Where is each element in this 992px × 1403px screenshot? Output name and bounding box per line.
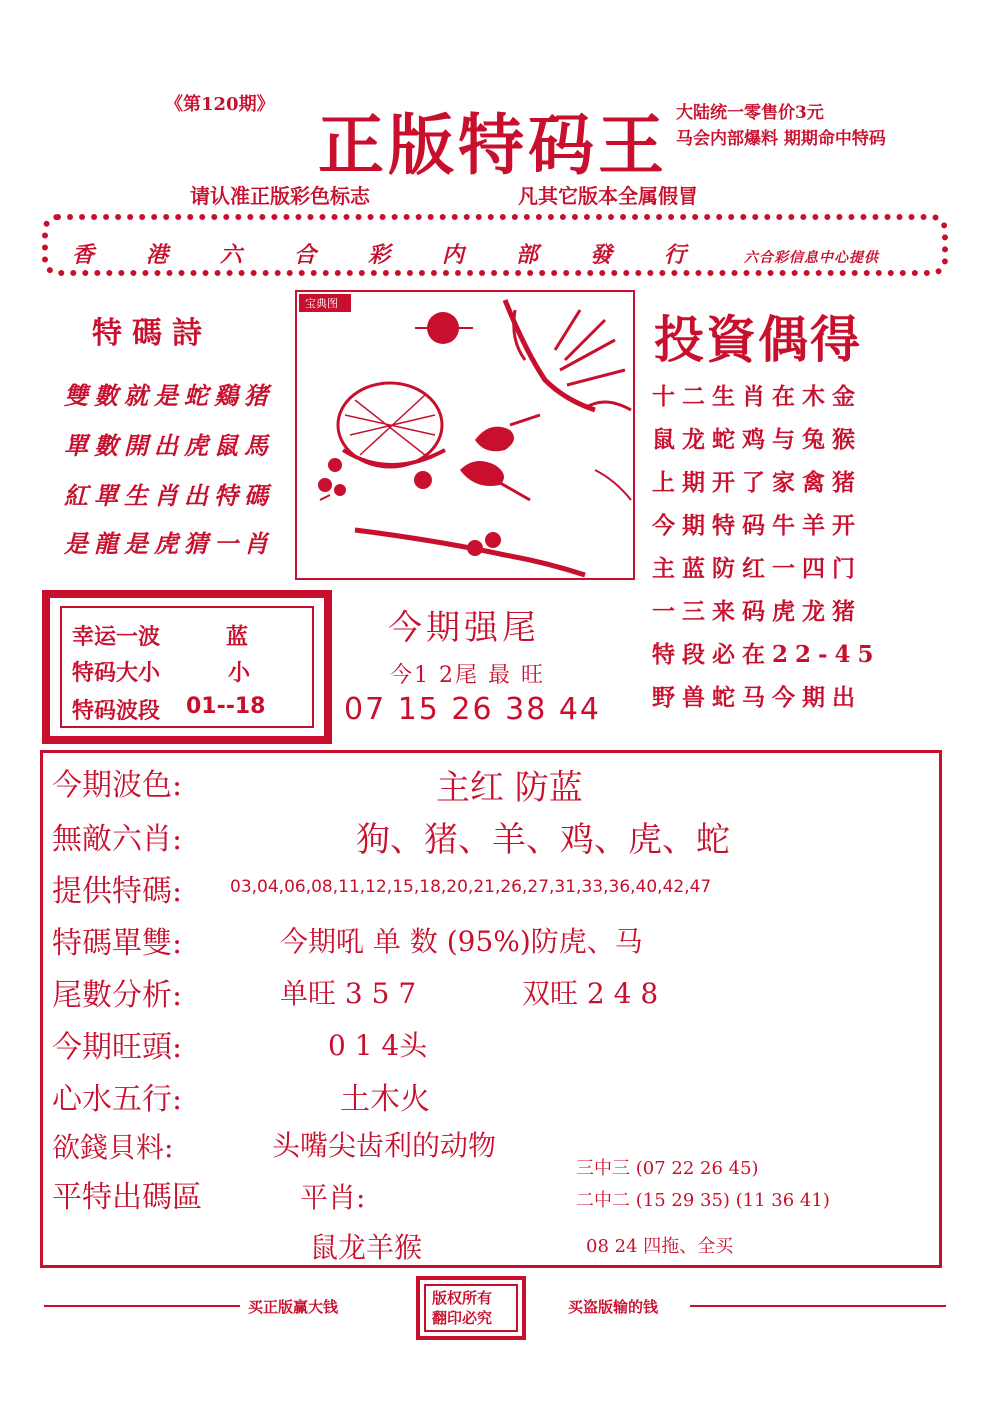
footer-right-slogan: 买盗版输的钱 — [568, 1298, 659, 1316]
five-elements-label: 心水五行: — [52, 1082, 183, 1117]
invest-line: 特段必在22-45 — [652, 641, 881, 668]
invest-line: 鼠龙蛇鸡与兔猴 — [652, 426, 862, 453]
price-line-1: 大陆统一零售价3元 — [676, 103, 824, 123]
tail-double-value: 双旺 2 4 8 — [522, 977, 659, 1010]
strong-tail-subtitle: 今1 2尾 最 旺 — [390, 663, 545, 688]
price-info — [676, 100, 886, 152]
special-size-label: 特码大小 — [72, 660, 161, 686]
special-band-value: 01--18 — [186, 694, 266, 719]
combo-two: 二中二 (15 29 35) (11 36 41) — [576, 1190, 830, 1211]
six-zodiac-value: 狗、猪、羊、鸡、虎、蛇 — [356, 820, 730, 860]
authentic-notice: 请认准正版彩色标志 — [190, 184, 370, 208]
wave-color-label: 今期波色: — [52, 768, 183, 803]
combo-drag: 08 24 四拖、全买 — [586, 1236, 734, 1257]
money-clue-label: 欲錢貝料: — [52, 1131, 174, 1164]
poem-line: 是龍是虎猜一肖 — [64, 529, 274, 558]
fake-notice: 凡其它版本全属假冒 — [518, 184, 698, 208]
strong-tail-numbers: 07 15 26 38 44 — [344, 692, 602, 727]
special-numbers-value: 03,04,06,08,11,12,15,18,20,21,26,27,31,33,36,40,42,47 — [230, 877, 712, 897]
poem-title: 特碼詩 — [92, 316, 212, 351]
special-band-label: 特码波段 — [72, 698, 161, 724]
odd-even-label: 特碼單雙: — [52, 926, 183, 961]
flat-zodiac-value: 鼠龙羊猴 — [310, 1231, 423, 1264]
head-value: 0 1 4头 — [328, 1029, 428, 1062]
bird-icon — [475, 427, 514, 452]
special-numbers-label: 提供特碼: — [52, 874, 183, 909]
wave-color-value: 主红 防蓝 — [436, 768, 583, 808]
invest-title: 投資偶得 — [654, 310, 862, 369]
poem-line: 單數開出虎鼠馬 — [64, 431, 274, 460]
page-title: 正版特码王 — [318, 106, 668, 184]
issue-number: 《第120期》 — [165, 94, 275, 115]
poem-line: 雙數就是蛇鷄猪 — [64, 381, 274, 410]
invest-line: 十二生肖在木金 — [652, 383, 862, 410]
copyright-line-2: 翻印必究 — [432, 1309, 493, 1327]
banner-sub-text: 六合彩信息中心提供 — [744, 250, 879, 266]
invest-line: 一三来码虎龙猪 — [652, 598, 862, 625]
poem-line: 紅單生肖出特碼 — [64, 481, 274, 510]
footer-left-slogan: 买正版赢大钱 — [248, 1298, 339, 1316]
banner-main-text: 香港六合彩内部發行 — [72, 242, 739, 268]
special-size-value: 小 — [228, 660, 251, 686]
tail-analysis-label: 尾數分析: — [52, 978, 183, 1013]
invest-line: 野兽蛇马今期出 — [652, 684, 862, 711]
six-zodiac-label: 無敵六肖: — [52, 822, 183, 857]
footer-rule-left — [44, 1305, 240, 1307]
tail-single-value: 单旺 3 5 7 — [280, 977, 417, 1010]
invest-line: 今期特码牛羊开 — [652, 512, 862, 539]
footer-rule-right — [690, 1305, 946, 1307]
five-elements-value: 土木火 — [340, 1082, 430, 1117]
seal-text: 宝典图 — [305, 297, 338, 310]
lucky-wave-label: 幸运一波 — [72, 624, 161, 650]
lucky-wave-value: 蓝 — [226, 624, 249, 650]
invest-line: 主蓝防红一四门 — [652, 555, 862, 582]
odd-even-value: 今期吼 单 数 (95%)防虎、马 — [280, 925, 643, 958]
combo-three: 三中三 (07 22 26 45) — [576, 1158, 759, 1179]
flat-zodiac-label: 平肖: — [300, 1181, 366, 1214]
bird-basket-illustration — [295, 290, 635, 580]
price-line-2: 马会内部爆料 期期命中特码 — [676, 129, 886, 149]
strong-tail-title: 今期强尾 — [388, 608, 540, 648]
money-clue-value: 头嘴尖齿利的动物 — [272, 1129, 497, 1162]
invest-line: 上期开了家禽猪 — [652, 469, 862, 496]
copyright-line-1: 版权所有 — [432, 1289, 493, 1307]
head-label: 今期旺頭: — [52, 1030, 183, 1065]
flat-zone-label: 平特出碼區 — [52, 1180, 202, 1215]
